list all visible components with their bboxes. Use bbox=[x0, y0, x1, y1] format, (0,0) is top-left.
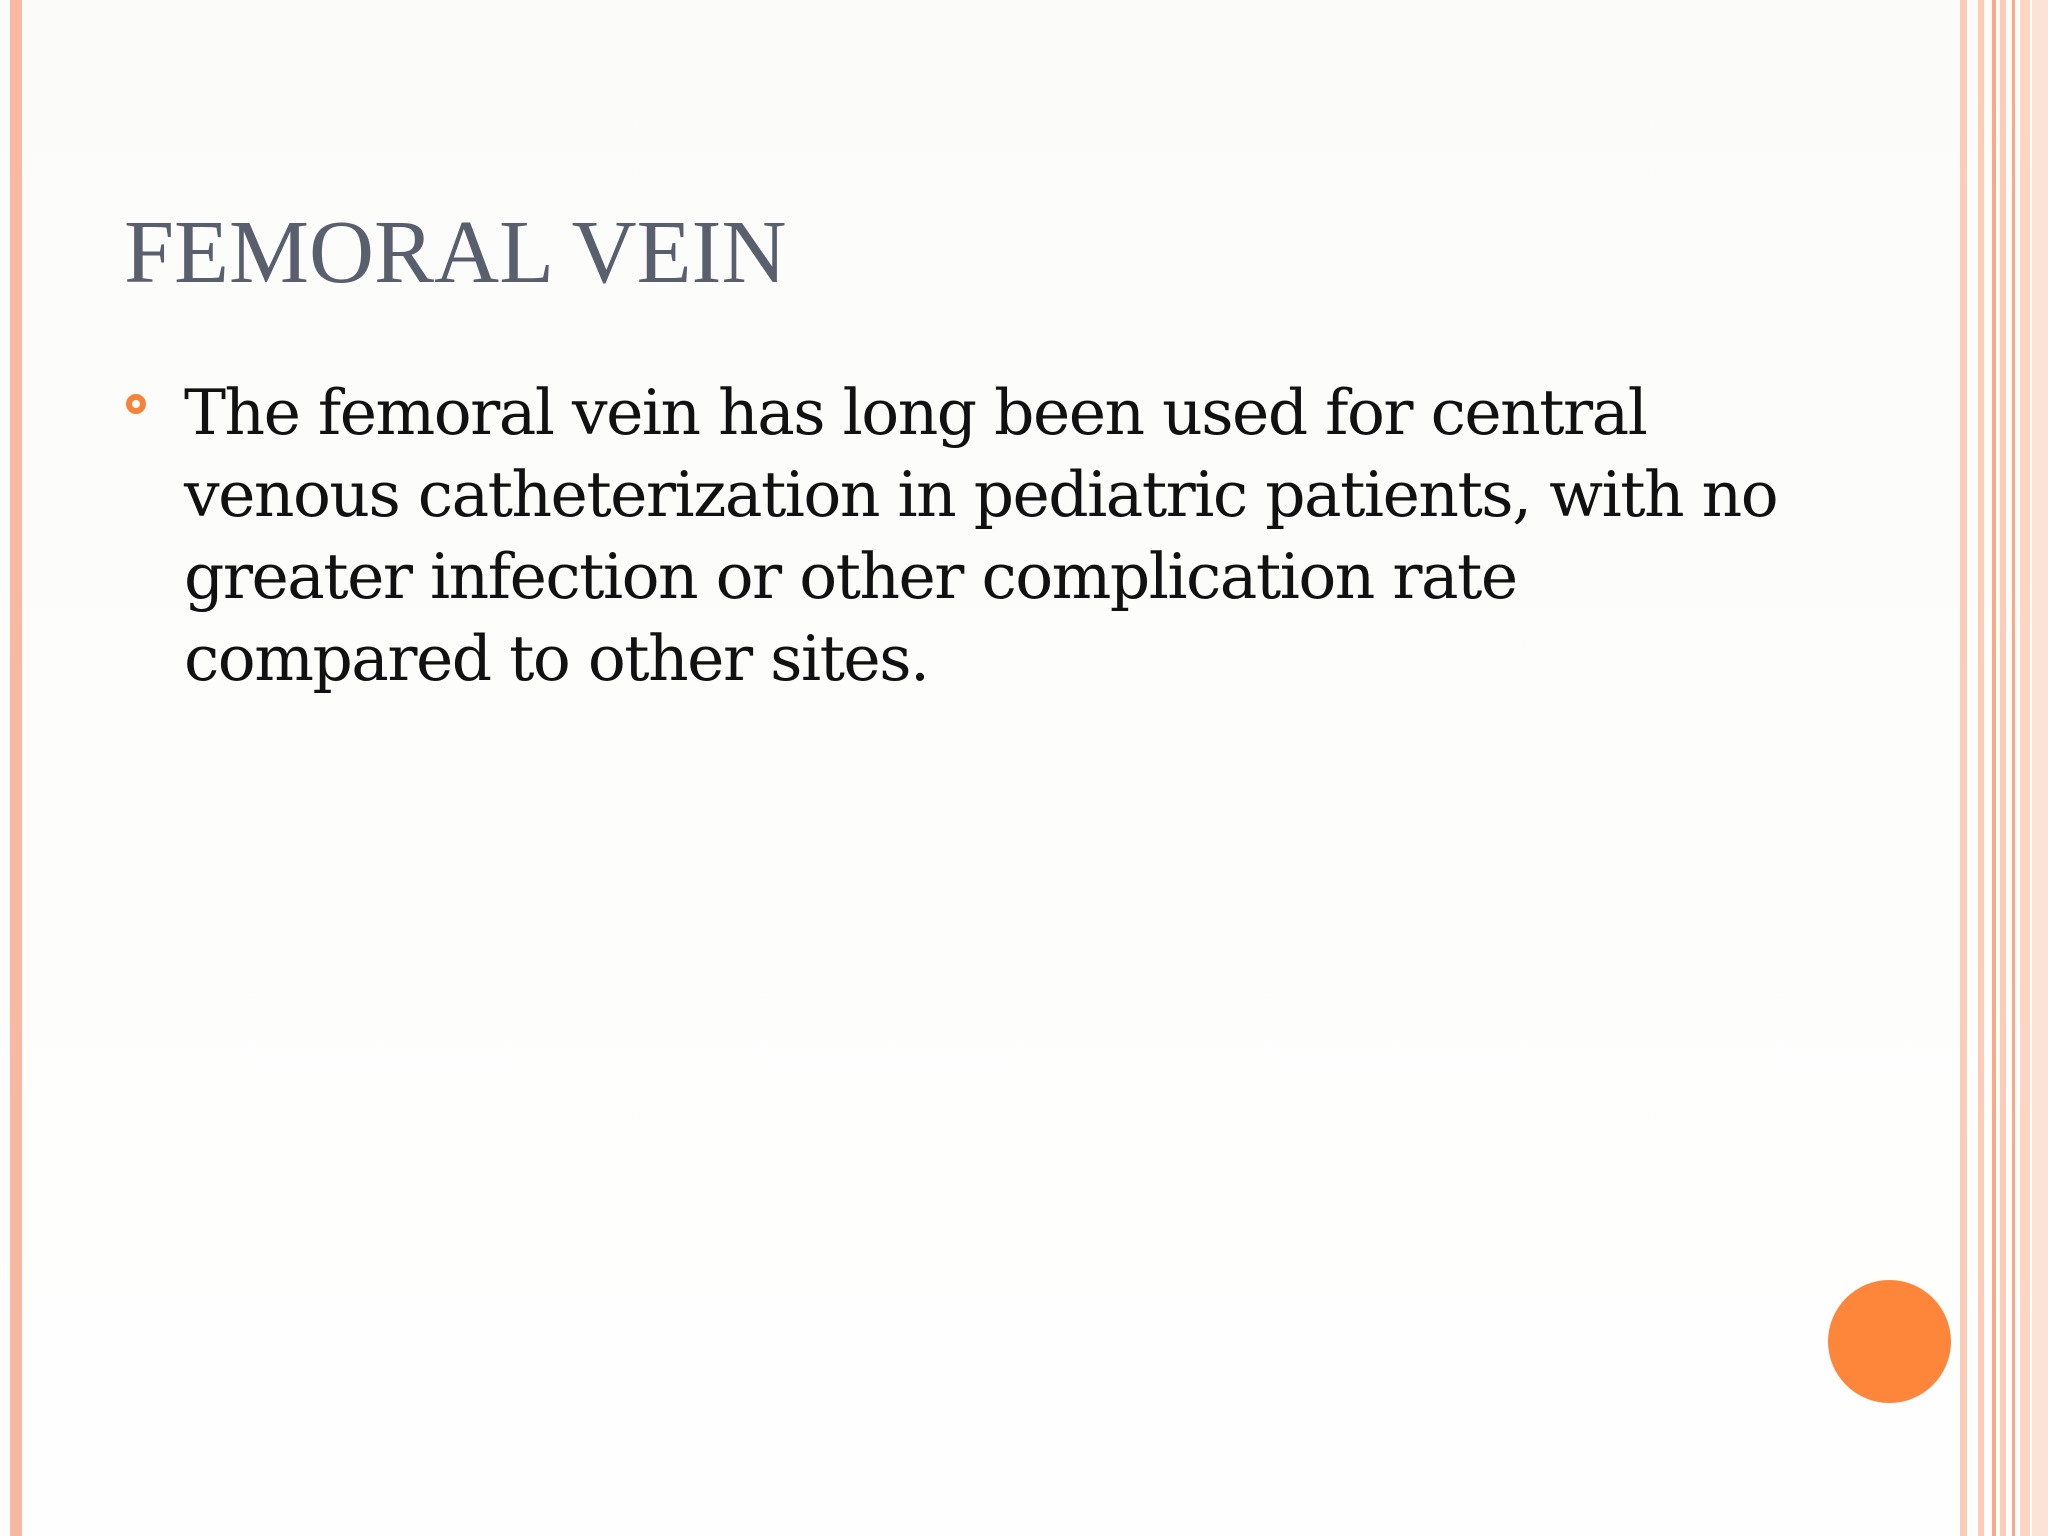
bullet-list bbox=[126, 372, 1826, 700]
bullet-text: The femoral vein has long been used for central venous catheterization in pediatric patients, with no greater infection or other complication rate compared to other sites. bbox=[184, 376, 1778, 695]
right-border-stripe bbox=[2000, 0, 2006, 1536]
hollow-circle-bullet-icon bbox=[126, 394, 146, 414]
orange-circle-decoration bbox=[1828, 1280, 1951, 1403]
slide-title: FEMORAL VEIN bbox=[124, 203, 787, 302]
right-border-stripe bbox=[1960, 0, 1967, 1536]
right-border-stripe bbox=[2012, 0, 2015, 1536]
right-border-stripe bbox=[2020, 0, 2030, 1536]
right-border-stripe bbox=[1978, 0, 1984, 1536]
right-border-stripe bbox=[1992, 0, 1996, 1536]
right-border-stripe bbox=[2032, 0, 2048, 1536]
bullet-item bbox=[126, 372, 1826, 700]
left-border-stripe bbox=[10, 0, 22, 1536]
